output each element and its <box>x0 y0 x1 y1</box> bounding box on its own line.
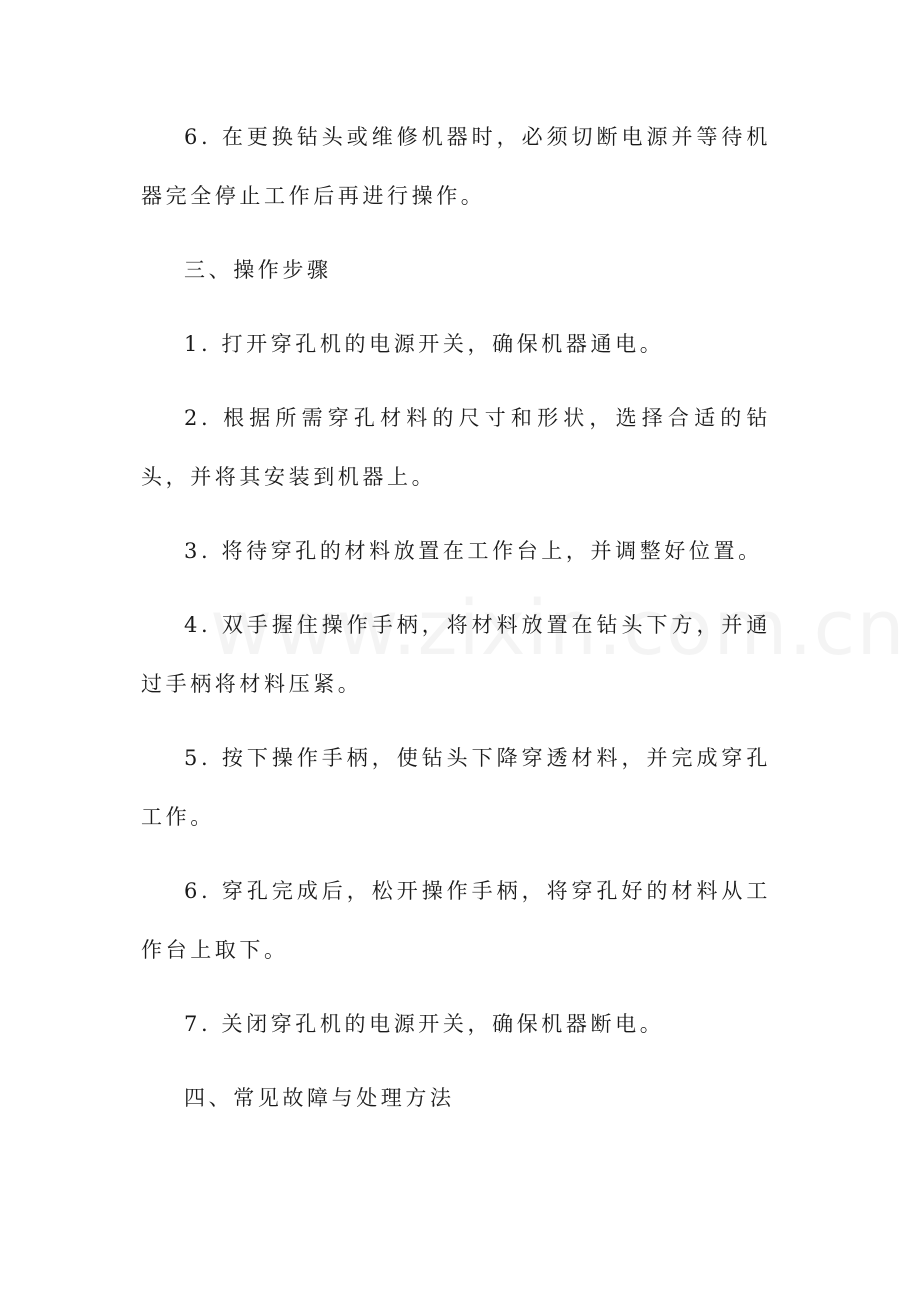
paragraph-step-5: 5. 按下操作手柄，使钻头下降穿透材料，并完成穿孔工作。 <box>141 746 771 829</box>
section-heading-operation-steps: 三、操作步骤 <box>184 258 332 282</box>
section-heading-common-faults: 四、常见故障与处理方法 <box>184 1086 455 1110</box>
paragraph-step-6: 6. 穿孔完成后，松开操作手柄，将穿孔好的材料从工作台上取下。 <box>141 879 771 962</box>
paragraph-step-1: 1. 打开穿孔机的电源开关，确保机器通电。 <box>184 332 665 356</box>
paragraph-step-2: 2. 根据所需穿孔材料的尺寸和形状，选择合适的钻头，并将其安装到机器上。 <box>141 406 771 489</box>
paragraph-step-6-safety: 6. 在更换钻头或维修机器时，必须切断电源并等待机器完全停止工作后再进行操作。 <box>141 125 771 208</box>
document-body <box>141 108 771 1143</box>
paragraph-step-7: 7. 关闭穿孔机的电源开关，确保机器断电。 <box>184 1012 665 1036</box>
paragraph-step-3: 3. 将待穿孔的材料放置在工作台上，并调整好位置。 <box>184 539 763 563</box>
paragraph-step-4: 4. 双手握住操作手柄，将材料放置在钻头下方，并通过手柄将材料压紧。 <box>141 613 771 696</box>
